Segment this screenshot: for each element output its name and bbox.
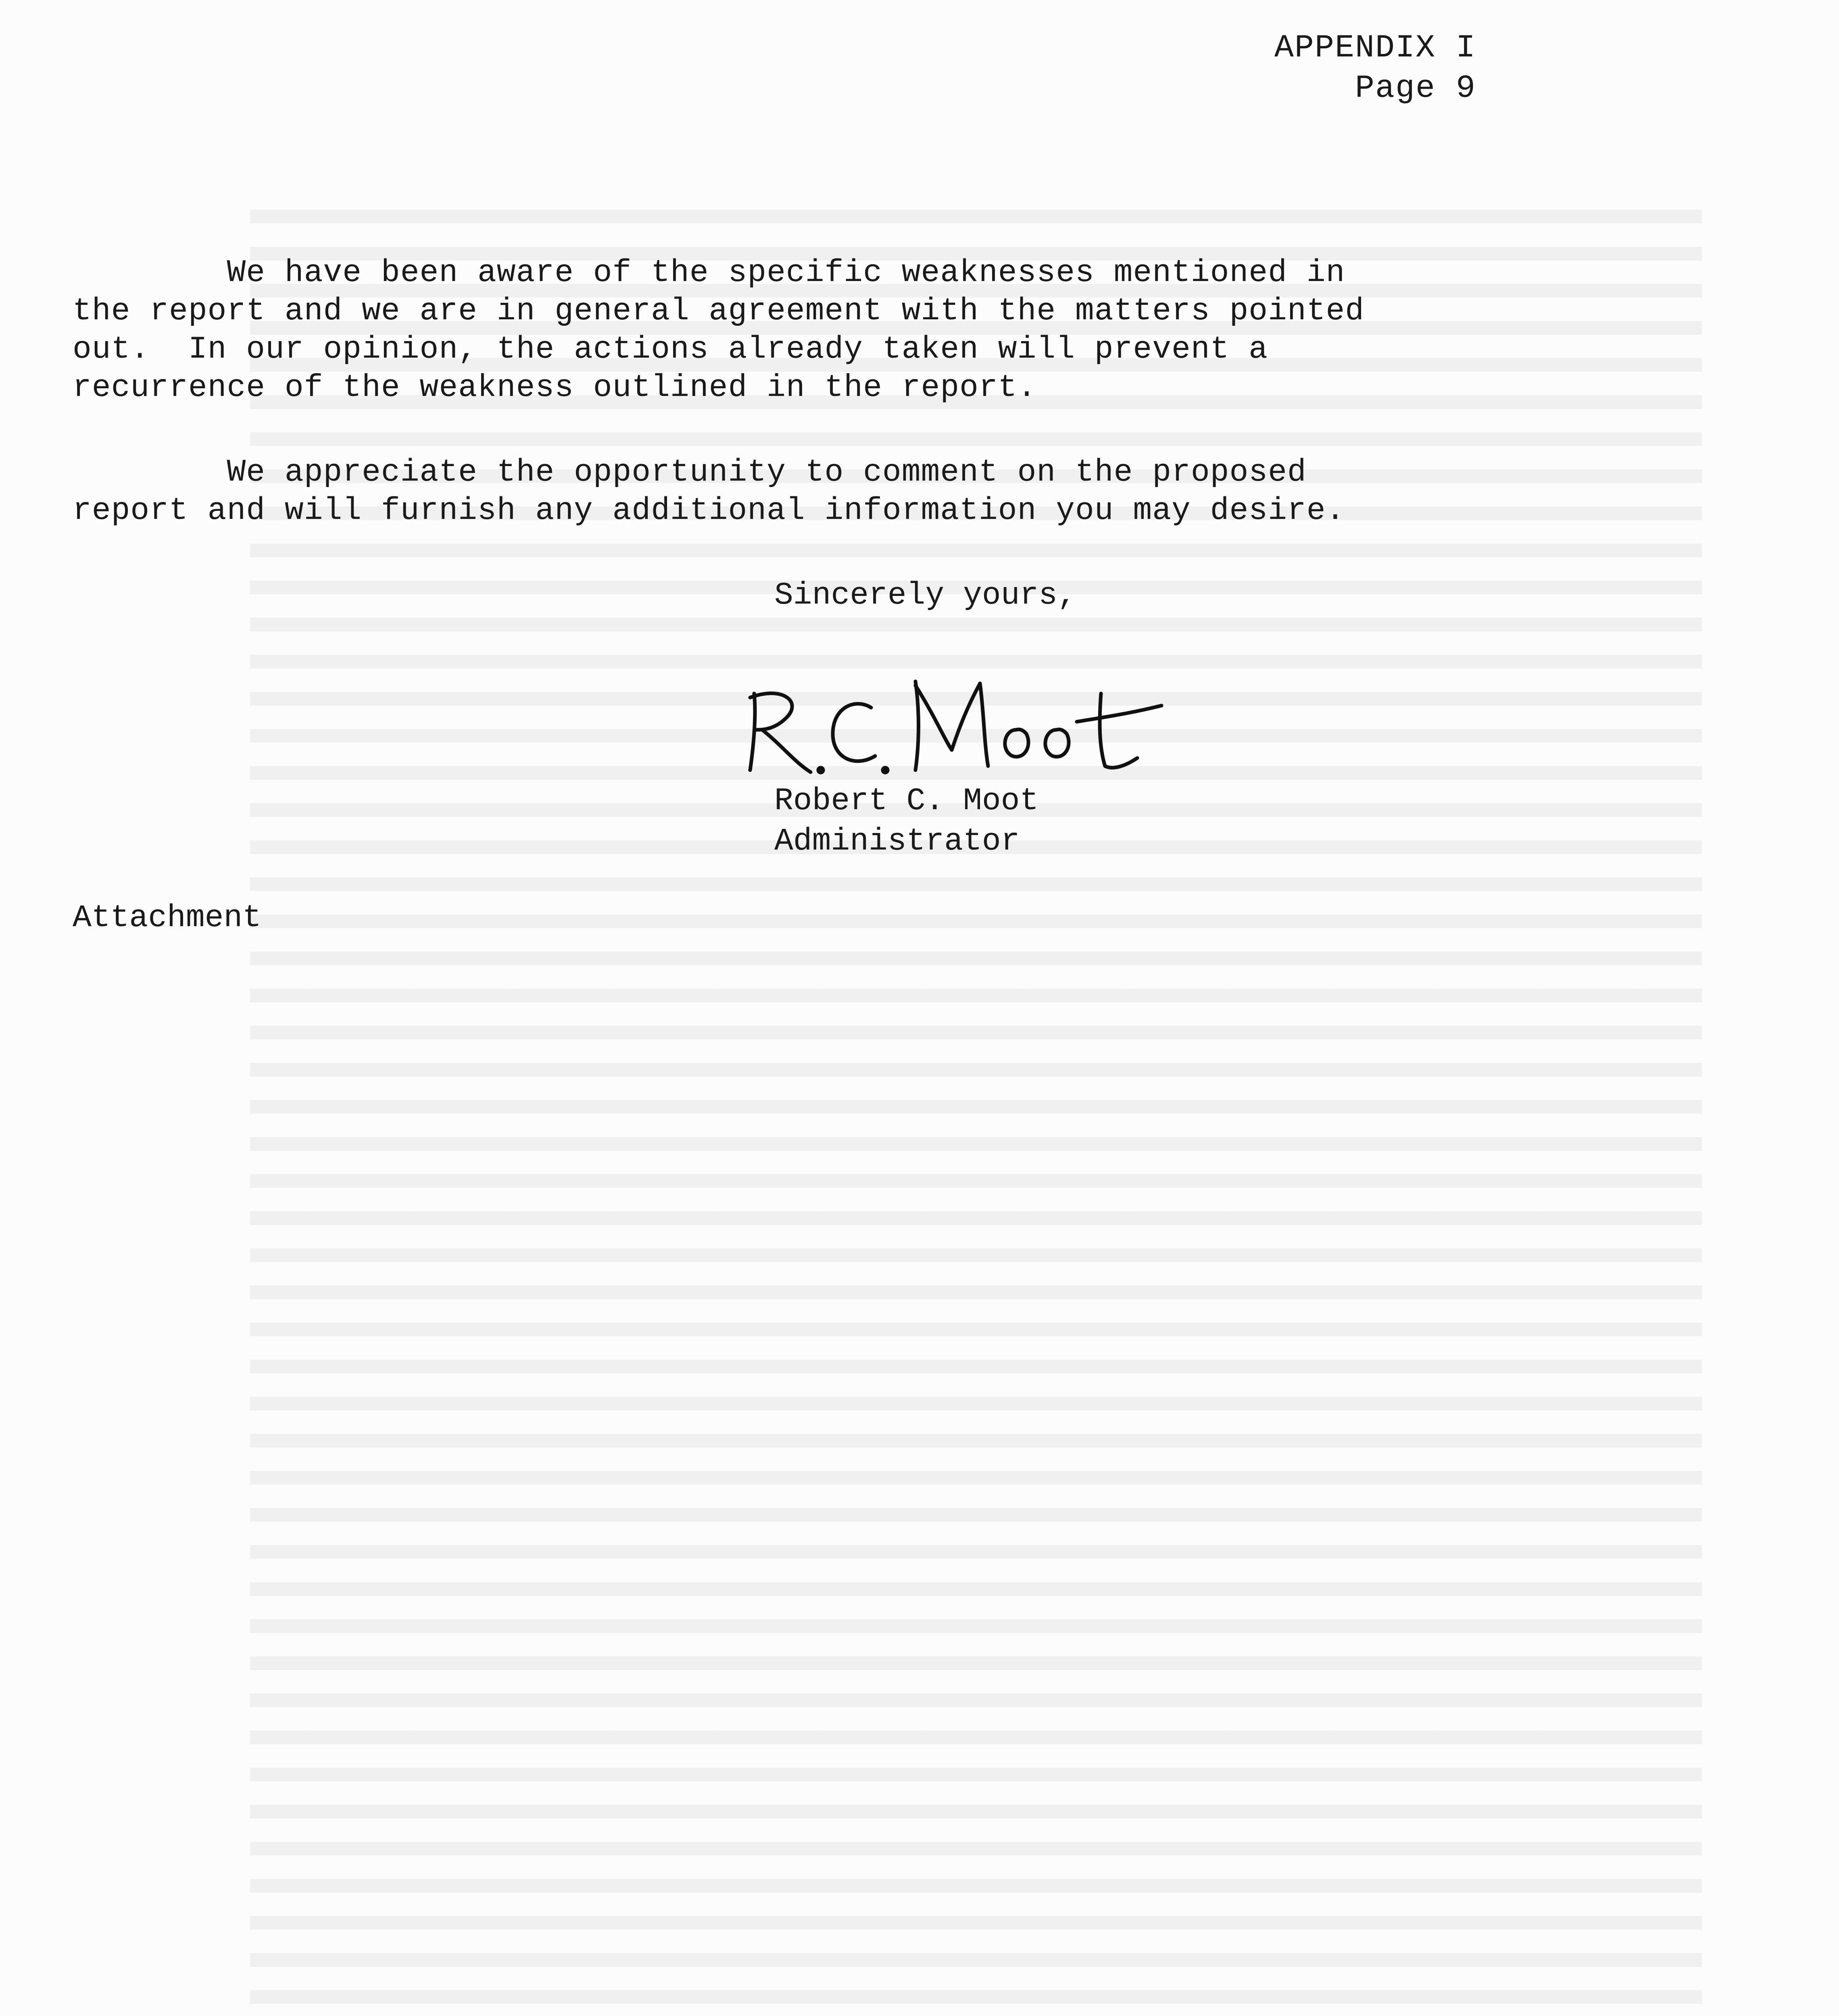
appendix-page-label: Page 9 bbox=[1355, 70, 1476, 107]
attachment-label: Attachment bbox=[73, 900, 262, 936]
page-header bbox=[1274, 28, 1476, 109]
body-paragraph-1: We have been aware of the specific weaknesses mentioned in the report and we are in general agreement with the matters pointed out. In our opinion, the actions already taken will prevent a recurrence of the weakness outlined in the report. bbox=[73, 255, 1365, 406]
signer-name: Robert C. Moot bbox=[774, 783, 1039, 819]
signer-title: Administrator bbox=[774, 824, 1020, 859]
body-paragraph-2: We appreciate the opportunity to comment on the proposed report and will furnish any additional information you may desire. bbox=[73, 455, 1345, 529]
handwritten-signature bbox=[726, 669, 1210, 790]
closing-salutation: Sincerely yours, bbox=[774, 578, 1076, 613]
appendix-label: APPENDIX I bbox=[1274, 30, 1476, 67]
